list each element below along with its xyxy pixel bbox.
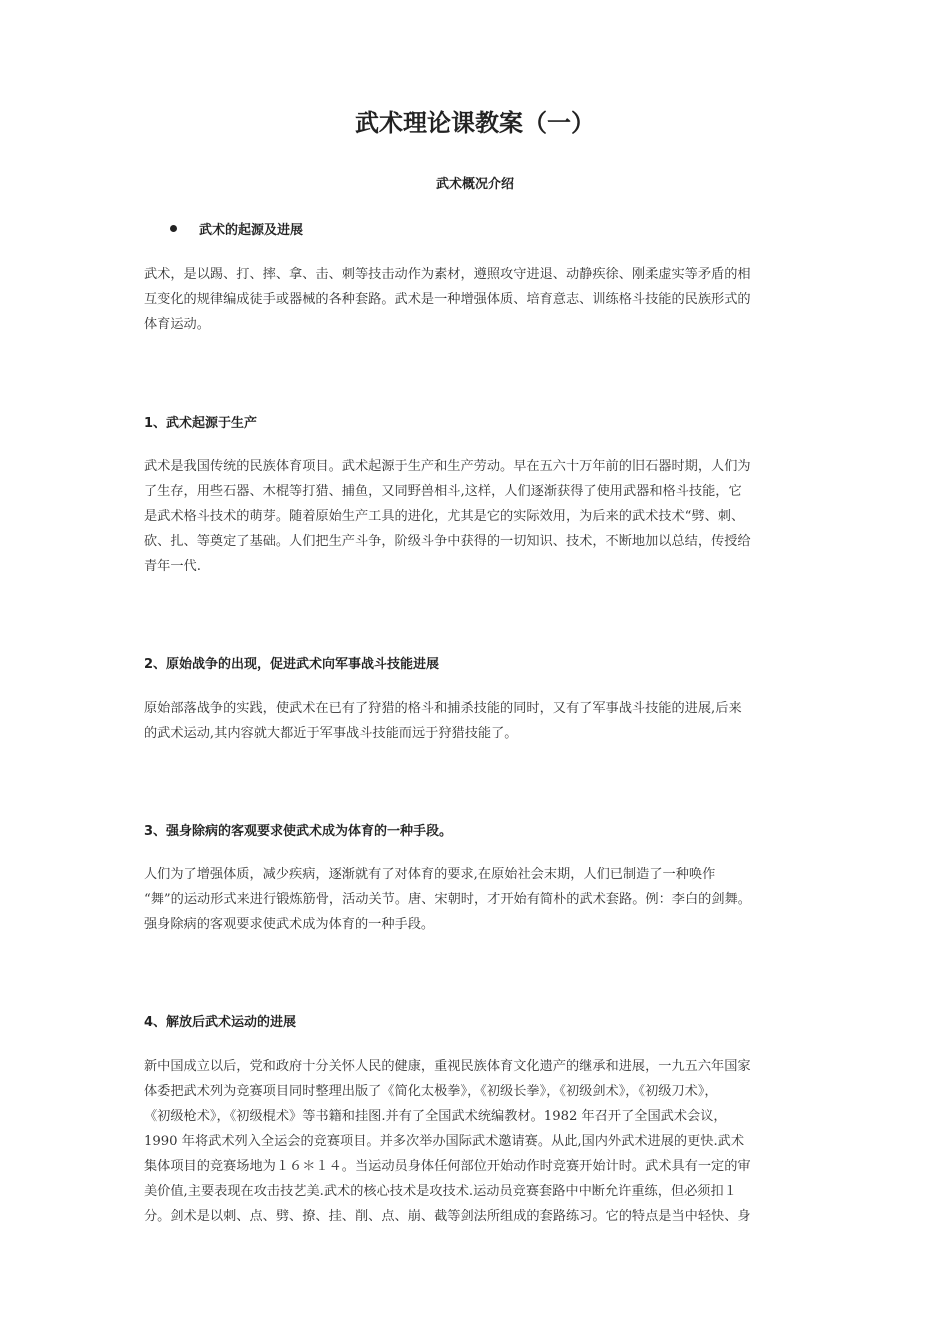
section-heading: 1、武术起源于生产 — [144, 416, 258, 431]
paragraph-line: 分。剑术是以刺、点、劈、撩、挂、削、点、崩、截等剑法所组成的套路练习。它的特点是当中轻快、身 — [144, 1209, 751, 1224]
section-paragraph — [144, 454, 814, 579]
paragraph-line: 强身除病的客观要求使武术成为体育的一种手段。 — [144, 917, 435, 932]
paragraph-line: 1990 年将武术列入全运会的竞赛项目。并多次举办国际武术邀请赛。从此,国内外武术进展的更快.武术 — [144, 1134, 745, 1149]
paragraph-line: 人们为了增强体质，减少疾病，逐渐就有了对体育的要求,在原始社会末期，人们已制造了一种唤作 — [144, 867, 716, 882]
intro-paragraph — [144, 262, 814, 337]
paragraph-line: 《初级枪术》，《初级棍术》等书籍和挂图.并有了全国武术统编教材。1982 年召开了全国武术会议， — [144, 1109, 727, 1124]
section-heading: 3、强身除病的客观要求使武术成为体育的一种手段。 — [144, 824, 453, 839]
paragraph-line: 新中国成立以后，党和政府十分关怀人民的健康，重视民族体育文化遗产的继承和进展，一九五六年国家 — [144, 1059, 751, 1074]
bullet-dot-icon — [170, 225, 177, 232]
document-subtitle: 武术概况介绍 — [435, 177, 514, 192]
section-paragraph — [144, 862, 814, 937]
bullet-text: 武术的起源及进展 — [199, 223, 304, 238]
section-paragraph — [144, 1054, 814, 1229]
paragraph-line: 武术是我国传统的民族体育项目。武术起源于生产和生产劳动。早在五六十万年前的旧石器时期，人们为 — [144, 459, 751, 474]
paragraph-line: 互变化的规律编成徒手或器械的各种套路。武术是一种增强体质、培育意志、训练格斗技能的民族形式的 — [144, 292, 751, 307]
section-heading: 4、解放后武术运动的进展 — [144, 1015, 297, 1030]
section-paragraph — [144, 696, 814, 746]
paragraph-line: 青年一代. — [144, 559, 201, 574]
bullet-item — [170, 219, 303, 238]
paragraph-line: 集体项目的竞赛场地为１６＊１４。当运动员身体任何部位开始动作时竞赛开始计时。武术具有一定的审 — [144, 1159, 751, 1174]
paragraph-line: 的武术运动,其内容就大都近于军事战斗技能而远于狩猎技能了。 — [144, 726, 518, 741]
paragraph-line: 体委把武术列为竞赛项目同时整理出版了《简化太极拳》，《初级长拳》，《初级剑术》，《初级刀术》， — [144, 1084, 718, 1099]
paragraph-line: 砍、扎、等奠定了基础。人们把生产斗争，阶级斗争中获得的一切知识、技术，不断地加以总结，传授给 — [144, 534, 751, 549]
paragraph-line: 武术，是以踢、打、摔、拿、击、刺等技击动作为素材，遵照攻守进退、动静疾徐、刚柔虚实等矛盾的相 — [144, 267, 751, 282]
paragraph-line: 了生存，用些石器、木棍等打猎、捕鱼，又同野兽相斗,这样，人们逐渐获得了使用武器和格斗技能，它 — [144, 484, 742, 499]
paragraph-line: “舞”的运动形式来进行锻炼筋骨，活动关节。唐、宋朝时，才开始有简朴的武术套路。例：李白的剑舞。 — [144, 892, 751, 907]
section-heading: 2、原始战争的出现，促进武术向军事战斗技能进展 — [144, 657, 440, 672]
paragraph-line: 是武术格斗技术的萌芽。随着原始生产工具的进化，尤其是它的实际效用，为后来的武术技术“劈、刺、 — [144, 509, 745, 524]
paragraph-line: 美价值,主要表现在攻击技艺美.武术的核心技术是攻技术.运动员竞赛套路中中断允许重练，但必须扣１ — [144, 1184, 737, 1199]
paragraph-line: 体育运动。 — [144, 317, 210, 332]
paragraph-line: 原始部落战争的实践，使武术在已有了狩猎的格斗和捕杀技能的同时，又有了军事战斗技能的进展,后来 — [144, 701, 742, 716]
document-title: 武术理论课教案（一） — [355, 109, 595, 137]
